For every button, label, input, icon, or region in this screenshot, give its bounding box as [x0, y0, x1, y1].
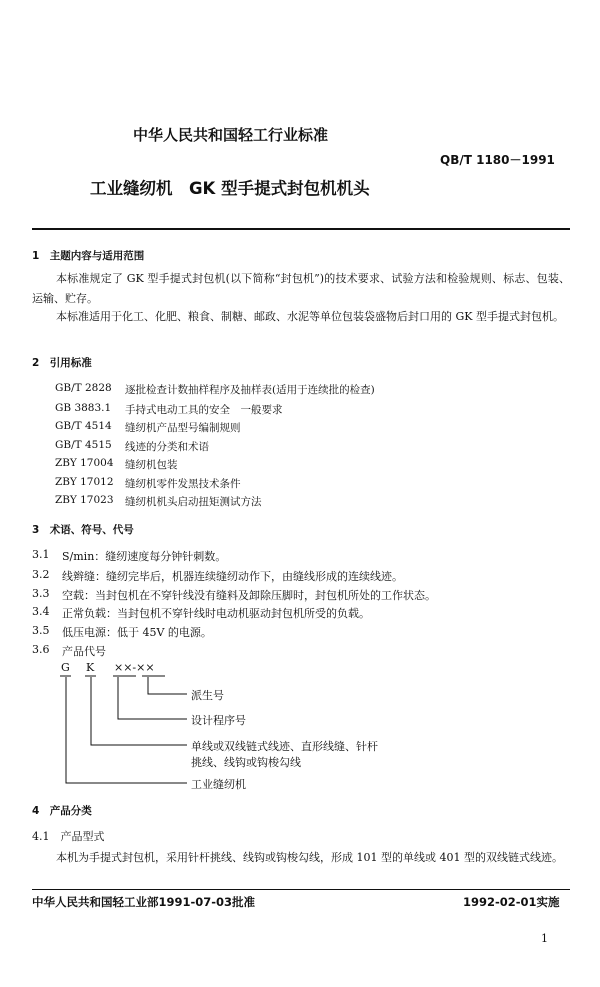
ref-code: GB 3883.1 [55, 402, 112, 414]
code-label-industrial-sewing: 工业缝纫机 [191, 778, 246, 791]
section-1-para-2: 本标准适用于化工、化肥、粮食、制糖、邮政、水泥等单位包装袋盛物后封口用的 GK 型手提式封包机。 [56, 310, 564, 323]
issuing-body: 中华人民共和国轻工行业标准 [133, 126, 329, 144]
code-label-stitch-type: 单线或双线链式线迹、直形线缝、针杆 [191, 740, 378, 753]
clause-text: 线辫缝：缝纫完毕后，机器连续缝纫动作下，由缝线形成的连续线迹。 [62, 570, 403, 583]
ref-title: 缝纫机包装 [125, 459, 178, 471]
clause-text: 正常负载：当封包机不穿针线时电动机驱动封包机所受的负载。 [62, 607, 370, 620]
effective-date: 1992-02-01实施 [463, 895, 560, 909]
code-char-xx: ××-×× [114, 661, 155, 674]
ref-title: 线迹的分类和术语 [125, 441, 209, 453]
clause-text: 空载：当封包机在不穿针线没有缝料及卸除压脚时，封包机所处的工作状态。 [62, 589, 436, 602]
section-4-1-para: 本机为手提式封包机，采用针杆挑线、线钩或钩梭勾线，形成 101 型的单线或 401 型的双线链式线迹。 [56, 851, 563, 864]
ref-code: GB/T 2828 [55, 382, 112, 394]
approval-info: 中华人民共和国轻工业部1991-07-03批准 [32, 895, 256, 909]
clause-number: 3.6 [32, 643, 50, 656]
ref-code: ZBY 17023 [55, 494, 114, 506]
section-4-1-heading: 4.1 产品型式 [32, 830, 105, 843]
clause-number: 3.2 [32, 568, 50, 581]
clause-number: 3.4 [32, 605, 50, 618]
ref-title: 手持式电动工具的安全 一般要求 [125, 404, 283, 416]
ref-title: 缝纫机产品型号编制规则 [125, 422, 241, 434]
clause-text: 低压电源：低于 45V 的电源。 [62, 626, 212, 639]
clause-text: 产品代号 [62, 645, 106, 658]
section-4-heading: 4 产品分类 [32, 805, 92, 817]
ref-title: 缝纫机零件发黑技术条件 [125, 478, 241, 490]
footer-rule [32, 889, 570, 890]
section-2-heading: 2 引用标准 [32, 357, 92, 369]
code-label-derivative: 派生号 [191, 689, 224, 702]
ref-code: ZBY 17004 [55, 457, 114, 469]
section-1-para-1: 本标准规定了 GK 型手提式封包机(以下简称“封包机”)的技术要求、试验方法和检验规则、标志、包装、运输、贮存。 [32, 272, 570, 305]
document-title: 工业缝纫机 GK 型手提式封包机机头 [90, 179, 370, 198]
page-number: 1 [541, 932, 548, 945]
clause-number: 3.5 [32, 624, 50, 637]
standard-code: QB/T 1180－1991 [440, 153, 555, 167]
code-char-k: K [86, 661, 95, 674]
ref-title: 缝纫机机头启动扭矩测试方法 [125, 496, 262, 508]
ref-code: GB/T 4514 [55, 420, 112, 432]
clause-number: 3.1 [32, 548, 50, 561]
code-label-stitch-type-cont: 挑线、线钩或钩梭勾线 [191, 756, 301, 769]
clause-text: S/min：缝纫速度每分钟针刺数。 [62, 550, 227, 563]
ref-code: ZBY 17012 [55, 476, 114, 488]
section-3-heading: 3 术语、符号、代号 [32, 524, 134, 536]
clause-number: 3.3 [32, 587, 50, 600]
ref-code: GB/T 4515 [55, 439, 112, 451]
ref-title: 逐批检查计数抽样程序及抽样表(适用于连续批的检查) [125, 384, 375, 396]
code-label-design-sequence: 设计程序号 [191, 714, 246, 727]
code-char-g: G [61, 661, 70, 674]
section-1-heading: 1 主题内容与适用范围 [32, 250, 145, 262]
